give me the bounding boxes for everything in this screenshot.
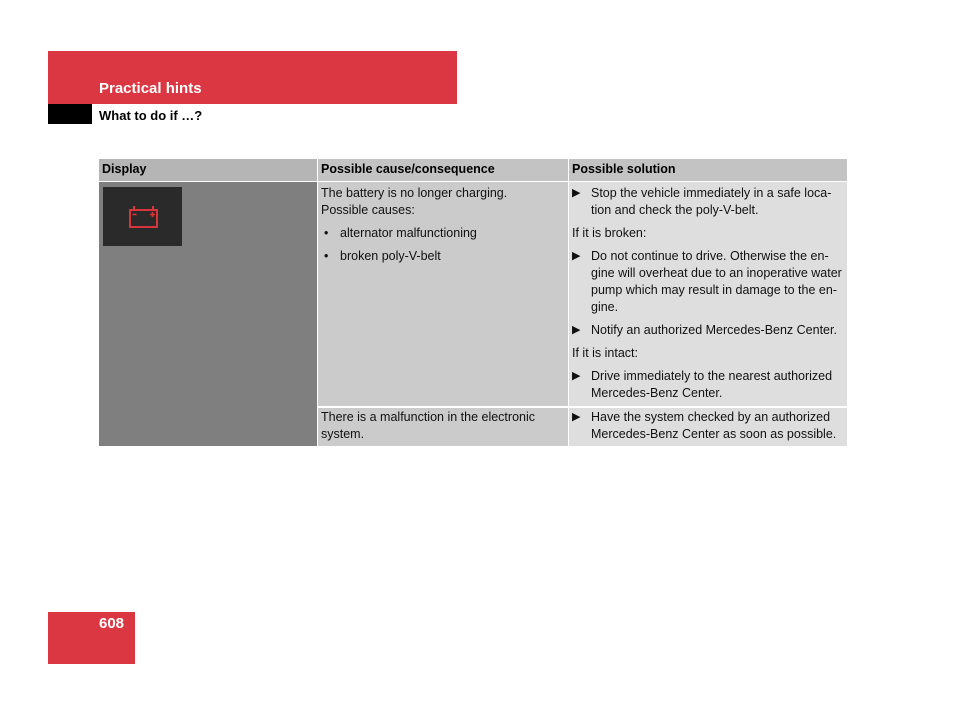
solution-text: Drive immediately to the nearest authorized <box>591 369 833 383</box>
cause-text: The battery is no longer charging. <box>321 186 508 200</box>
cause-text: system. <box>321 427 365 441</box>
display-icon-frame <box>103 187 182 246</box>
solution-step <box>572 185 844 219</box>
page-number: 608 <box>99 615 125 632</box>
condition-label: If it is intact: <box>572 346 638 360</box>
arrow-right-icon: ▶ <box>572 324 581 336</box>
subsection-marker <box>48 104 92 124</box>
solution-step <box>572 409 844 443</box>
column-header-solution: Possible solution <box>569 159 847 181</box>
solution-text: Notify an authorized Mercedes-Benz Center. <box>591 323 837 337</box>
solution-step <box>572 368 844 402</box>
solution-text: Stop the vehicle immediately in a safe loca- <box>591 186 832 200</box>
solution-text: pump which may result in damage to the en- <box>591 283 837 297</box>
subsection-title: What to do if …? <box>99 108 203 123</box>
solution-step <box>572 248 844 316</box>
list-item <box>321 248 565 265</box>
solution-text: Mercedes-Benz Center as soon as possible. <box>591 427 837 441</box>
column-header-display: Display <box>99 159 317 181</box>
bullet-icon: • <box>324 249 329 263</box>
battery-warning-icon <box>103 187 182 246</box>
section-title: Practical hints <box>99 80 202 97</box>
arrow-right-icon: ▶ <box>572 250 581 262</box>
table-cell-cause <box>318 408 568 446</box>
arrow-right-icon: ▶ <box>572 411 581 423</box>
condition-label: If it is broken: <box>572 226 647 240</box>
solution-text: Do not continue to drive. Otherwise the en- <box>591 249 829 263</box>
cause-text: Possible causes: <box>321 203 415 217</box>
solution-text: gine. <box>591 300 619 314</box>
table-cell-solution <box>569 408 847 446</box>
list-item <box>321 225 565 242</box>
cause-text: There is a malfunction in the electronic <box>321 410 535 424</box>
solution-text: tion and check the poly-V-belt. <box>591 203 759 217</box>
cause-bullet-text: alternator malfunctioning <box>340 226 477 240</box>
solution-text: Have the system checked by an authorized <box>591 410 831 424</box>
bullet-icon: • <box>324 226 329 240</box>
arrow-right-icon: ▶ <box>572 187 581 199</box>
cause-bullet-text: broken poly-V-belt <box>340 249 441 263</box>
solution-text: Mercedes-Benz Center. <box>591 386 723 400</box>
column-header-cause: Possible cause/consequence <box>318 159 568 181</box>
table-cell-cause <box>318 182 568 406</box>
solution-text: gine will overheat due to an inoperative water <box>591 266 842 280</box>
table-cell-solution <box>569 182 847 406</box>
arrow-right-icon: ▶ <box>572 370 581 382</box>
solution-step <box>572 322 844 339</box>
